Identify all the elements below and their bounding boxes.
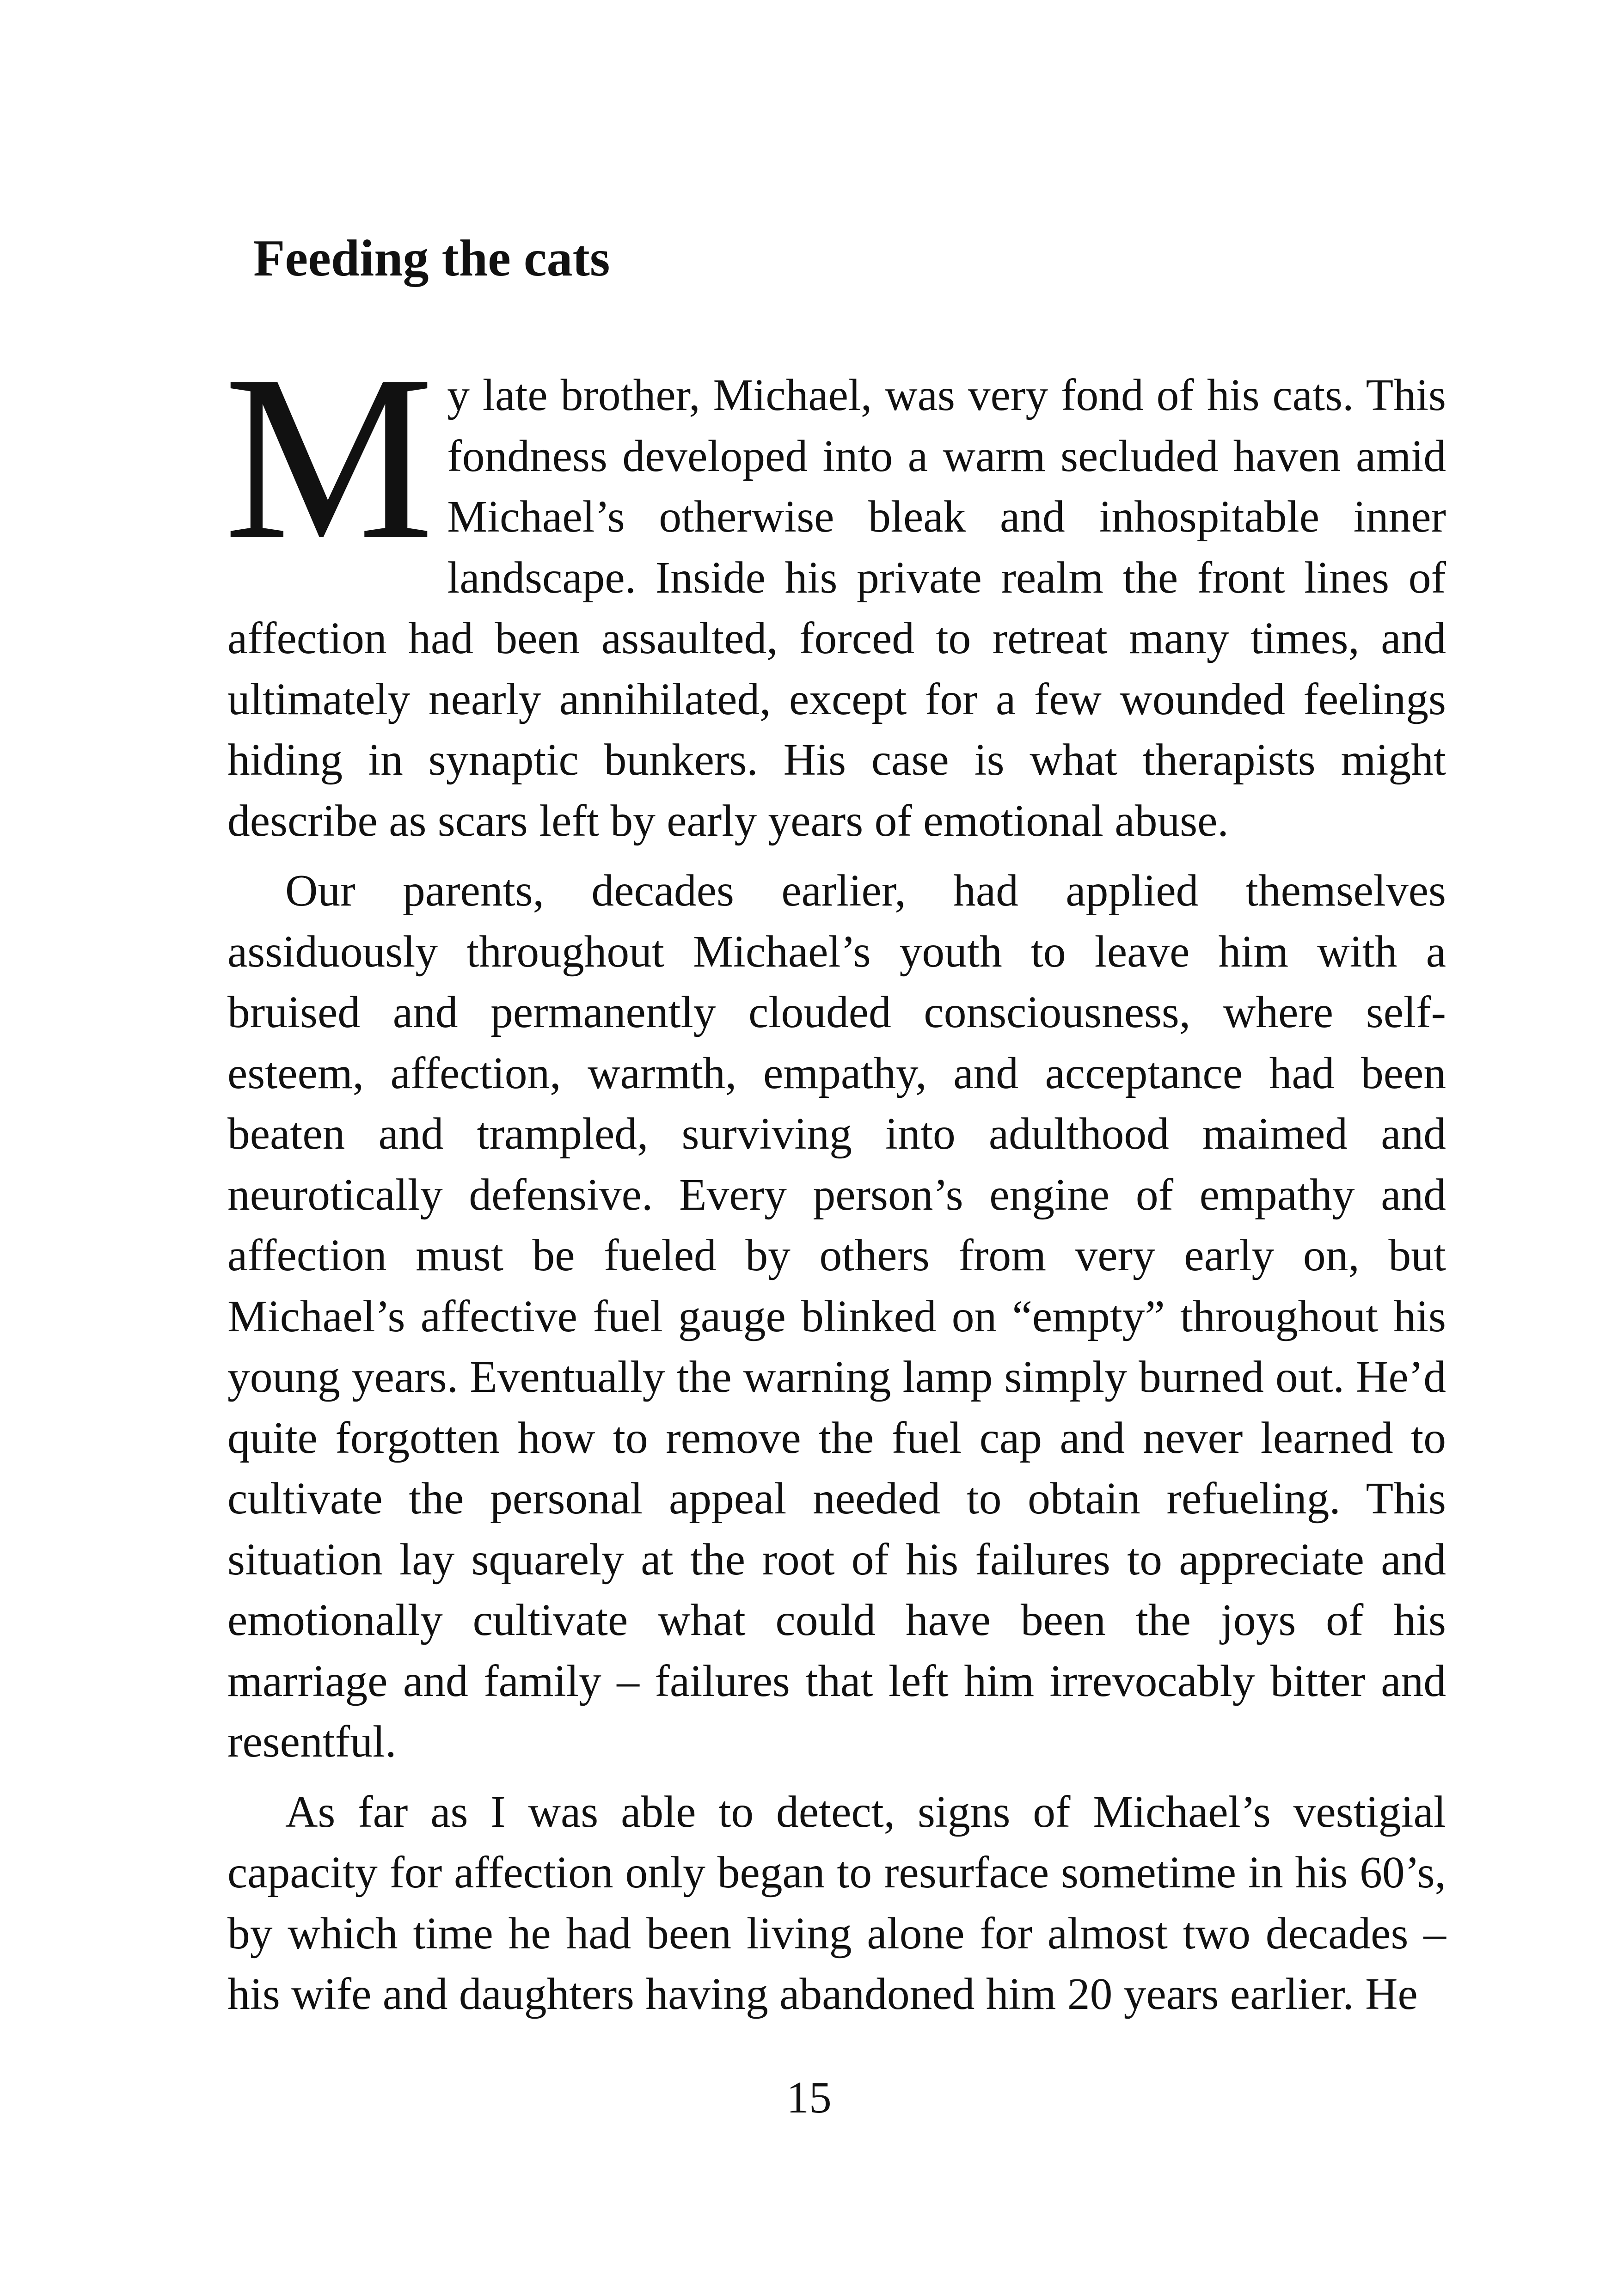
- paragraph-1-text: y late brother, Michael, was very fond of his cats. This fondness developed into a warm secluded haven amid Michael’s otherwise bleak and inhospitable inner landscape. Inside his private realm the front lines of affection had been assaulted, forced to retreat many times, and ultimately nearly annihilated, except for a few wounded feelings hiding in synaptic bunkers. His case is what therapists might describe as scars left by early years of emotional abuse.: [227, 370, 1446, 846]
- chapter-title: Feeding the cats: [253, 230, 610, 287]
- paragraph-2: Our parents, decades earlier, had applied themselves assiduously throughout Michael’s youth to leave him with a bruised and permanently clouded consciousness, where self-esteem, affection, warmth, empathy, and acceptance had been beaten and trampled, surviving into adulthood maimed and neurotically defensive. Every person’s engine of empathy and affection must be fueled by others from very early on, but Michael’s affective fuel gauge blinked on “empty” throughout his young years. Eventually the warning lamp simply burned out. He’d quite forgotten how to remove the fuel cap and never learned to cultivate the personal appeal needed to obtain refueling. This situation lay squarely at the root of his failures to appreciate and emotionally cultivate what could have been the joys of his marriage and family – failures that left him irrevocably bitter and resentful.: [227, 866, 1446, 1767]
- page-number: 15: [786, 2073, 832, 2123]
- drop-cap: M: [224, 326, 435, 588]
- body-text: [224, 326, 1446, 2025]
- paragraph-1: [224, 326, 1446, 851]
- paragraph-3: As far as I was able to detect, signs of Michael’s vestigial capacity for affection only began to resurface sometime in his 60’s, by which time he had been living alone for almost two decades – his wife and daughters having abandoned him 20 years earlier. He: [227, 1787, 1446, 2019]
